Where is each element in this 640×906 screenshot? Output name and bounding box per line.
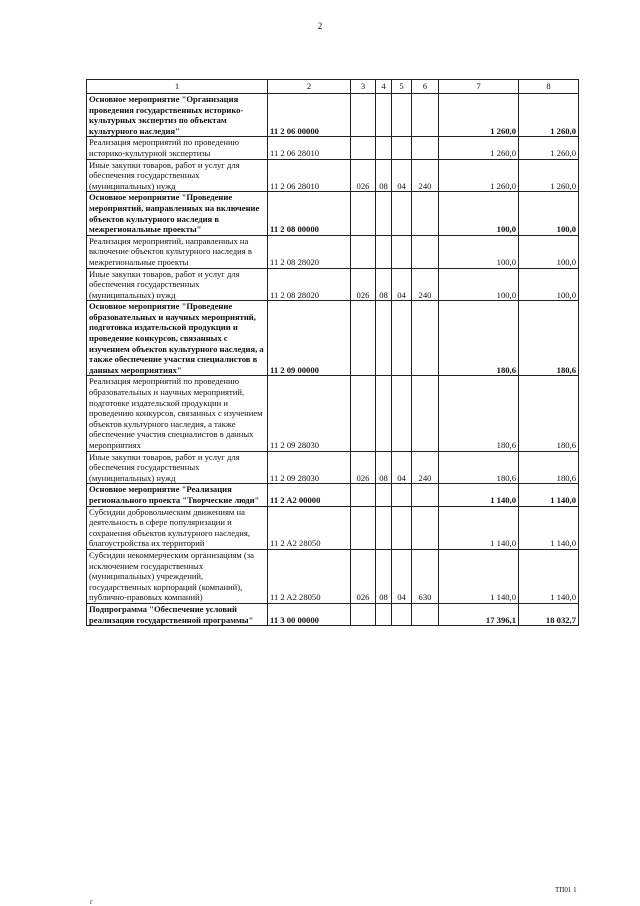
expense-type-cell [412, 603, 439, 625]
table-row [87, 159, 579, 192]
grbs-cell [351, 192, 376, 235]
row-name-cell: Основное мероприятие "Проведение мероприятий, направленных на включение объектов культурного наследия в межрегиональные проекты" [87, 192, 268, 235]
amount-year2-cell: 1 260,0 [519, 159, 579, 192]
grbs-cell [351, 235, 376, 268]
section-cell: 08 [376, 268, 392, 301]
grbs-cell [351, 506, 376, 549]
target-code-cell: 11 2 09 28030 [268, 376, 351, 451]
expense-type-cell: 630 [412, 549, 439, 603]
amount-year1-cell: 1 260,0 [439, 94, 519, 137]
amount-year2-cell: 18 032,7 [519, 603, 579, 625]
amount-year1-cell: 180,6 [439, 301, 519, 376]
amount-year1-cell: 1 140,0 [439, 506, 519, 549]
target-code-cell: 11 2 09 28030 [268, 451, 351, 484]
target-code-cell: 11 2 08 28020 [268, 268, 351, 301]
column-header: 8 [519, 80, 579, 94]
amount-year1-cell: 17 396,1 [439, 603, 519, 625]
amount-year1-cell: 1 140,0 [439, 484, 519, 506]
expense-type-cell [412, 301, 439, 376]
row-name-cell: Реализация мероприятий по проведению историко-культурной экспертизы [87, 137, 268, 159]
subsection-cell [392, 506, 412, 549]
grbs-cell [351, 603, 376, 625]
amount-year1-cell: 1 140,0 [439, 549, 519, 603]
grbs-cell: 026 [351, 159, 376, 192]
expense-type-cell [412, 506, 439, 549]
footer-mark: ТП01 1 [555, 886, 577, 894]
table-row [87, 94, 579, 137]
expense-type-cell [412, 484, 439, 506]
row-name-cell: Реализация мероприятий по проведению образовательных и научных мероприятий, подготовке издательской продукции и проведению конкурсов, связанных с изучением объектов культурного наследия, а также обеспечение участия специалистов в данных мероприятиях [87, 376, 268, 451]
row-name-cell: Основное мероприятие "Проведение образовательных и научных мероприятий, подготовка издательской продукции и проведение конкурсов, связанных с изучением объектов культурного наследия, а также обеспечение участия специалистов в данных мероприятиях" [87, 301, 268, 376]
table-row [87, 451, 579, 484]
target-code-cell: 11 2 09 00000 [268, 301, 351, 376]
amount-year2-cell: 1 140,0 [519, 506, 579, 549]
target-code-cell: 11 2 06 00000 [268, 94, 351, 137]
subsection-cell: 04 [392, 451, 412, 484]
amount-year2-cell: 100,0 [519, 268, 579, 301]
subsection-cell [392, 603, 412, 625]
amount-year2-cell: 100,0 [519, 192, 579, 235]
budget-table [86, 79, 579, 626]
column-header: 4 [376, 80, 392, 94]
subsection-cell [392, 137, 412, 159]
amount-year2-cell: 100,0 [519, 235, 579, 268]
table-row [87, 376, 579, 451]
table-row [87, 192, 579, 235]
target-code-cell: 11 2 08 00000 [268, 192, 351, 235]
section-cell: 08 [376, 451, 392, 484]
section-cell [376, 137, 392, 159]
section-cell [376, 603, 392, 625]
table-row [87, 603, 579, 625]
section-cell: 08 [376, 159, 392, 192]
expense-type-cell [412, 235, 439, 268]
subsection-cell: 04 [392, 268, 412, 301]
amount-year2-cell: 1 140,0 [519, 549, 579, 603]
section-cell [376, 506, 392, 549]
amount-year2-cell: 1 140,0 [519, 484, 579, 506]
grbs-cell [351, 484, 376, 506]
expense-type-cell [412, 137, 439, 159]
section-cell: 08 [376, 549, 392, 603]
row-name-cell: Субсидии добровольческим движениям на деятельность в сфере популяризации и сохранения объектов культурного наследия, благоустройства их территорий [87, 506, 268, 549]
page-number: 2 [317, 21, 323, 31]
target-code-cell: 11 2 08 28020 [268, 235, 351, 268]
amount-year1-cell: 100,0 [439, 235, 519, 268]
target-code-cell: 11 2 A2 00000 [268, 484, 351, 506]
section-cell [376, 376, 392, 451]
table-row [87, 549, 579, 603]
grbs-cell [351, 301, 376, 376]
amount-year1-cell: 100,0 [439, 268, 519, 301]
target-code-cell: 11 2 A2 28050 [268, 506, 351, 549]
subsection-cell [392, 192, 412, 235]
amount-year2-cell: 180,6 [519, 301, 579, 376]
row-name-cell: Основное мероприятие "Реализация регионального проекта "Творческие люди" [87, 484, 268, 506]
grbs-cell [351, 137, 376, 159]
corner-mark: г [90, 898, 93, 906]
table-header-row [87, 80, 579, 94]
grbs-cell [351, 376, 376, 451]
amount-year2-cell: 180,6 [519, 376, 579, 451]
subsection-cell: 04 [392, 159, 412, 192]
subsection-cell [392, 301, 412, 376]
target-code-cell: 11 3 00 00000 [268, 603, 351, 625]
target-code-cell: 11 2 06 28010 [268, 137, 351, 159]
section-cell [376, 235, 392, 268]
amount-year2-cell: 180,6 [519, 451, 579, 484]
section-cell [376, 484, 392, 506]
subsection-cell [392, 235, 412, 268]
amount-year1-cell: 180,6 [439, 376, 519, 451]
grbs-cell: 026 [351, 268, 376, 301]
grbs-cell [351, 94, 376, 137]
subsection-cell: 04 [392, 549, 412, 603]
amount-year1-cell: 1 260,0 [439, 137, 519, 159]
expense-type-cell [412, 192, 439, 235]
table-row [87, 484, 579, 506]
column-header: 3 [351, 80, 376, 94]
table-row [87, 137, 579, 159]
target-code-cell: 11 2 A2 28050 [268, 549, 351, 603]
column-header: 7 [439, 80, 519, 94]
amount-year1-cell: 180,6 [439, 451, 519, 484]
table-row [87, 235, 579, 268]
row-name-cell: Иные закупки товаров, работ и услуг для обеспечения государственных (муниципальных) нужд [87, 451, 268, 484]
section-cell [376, 94, 392, 137]
table-row [87, 506, 579, 549]
row-name-cell: Основное мероприятие "Организация проведения государственных историко-культурных экспертиз по объектам культурного наследия" [87, 94, 268, 137]
column-header: 1 [87, 80, 268, 94]
row-name-cell: Реализация мероприятий, направленных на включение объектов культурного наследия в межрегиональные проекты [87, 235, 268, 268]
expense-type-cell: 240 [412, 268, 439, 301]
subsection-cell [392, 376, 412, 451]
column-header: 6 [412, 80, 439, 94]
table-row [87, 301, 579, 376]
subsection-cell [392, 484, 412, 506]
column-header: 5 [392, 80, 412, 94]
subsection-cell [392, 94, 412, 137]
row-name-cell: Субсидии некоммерческим организациям (за исключением государственных (муниципальных) учреждений, государственных корпораций (компаний), публично-правовых компаний) [87, 549, 268, 603]
row-name-cell: Подпрограмма "Обеспечение условий реализации государственной программы" [87, 603, 268, 625]
section-cell [376, 301, 392, 376]
amount-year2-cell: 1 260,0 [519, 137, 579, 159]
expense-type-cell: 240 [412, 451, 439, 484]
expense-type-cell [412, 94, 439, 137]
amount-year2-cell: 1 260,0 [519, 94, 579, 137]
grbs-cell: 026 [351, 549, 376, 603]
column-header: 2 [268, 80, 351, 94]
amount-year1-cell: 100,0 [439, 192, 519, 235]
amount-year1-cell: 1 260,0 [439, 159, 519, 192]
section-cell [376, 192, 392, 235]
grbs-cell: 026 [351, 451, 376, 484]
target-code-cell: 11 2 06 28010 [268, 159, 351, 192]
row-name-cell: Иные закупки товаров, работ и услуг для обеспечения государственных (муниципальных) нужд [87, 159, 268, 192]
expense-type-cell: 240 [412, 159, 439, 192]
row-name-cell: Иные закупки товаров, работ и услуг для обеспечения государственных (муниципальных) нужд [87, 268, 268, 301]
expense-type-cell [412, 376, 439, 451]
table-row [87, 268, 579, 301]
